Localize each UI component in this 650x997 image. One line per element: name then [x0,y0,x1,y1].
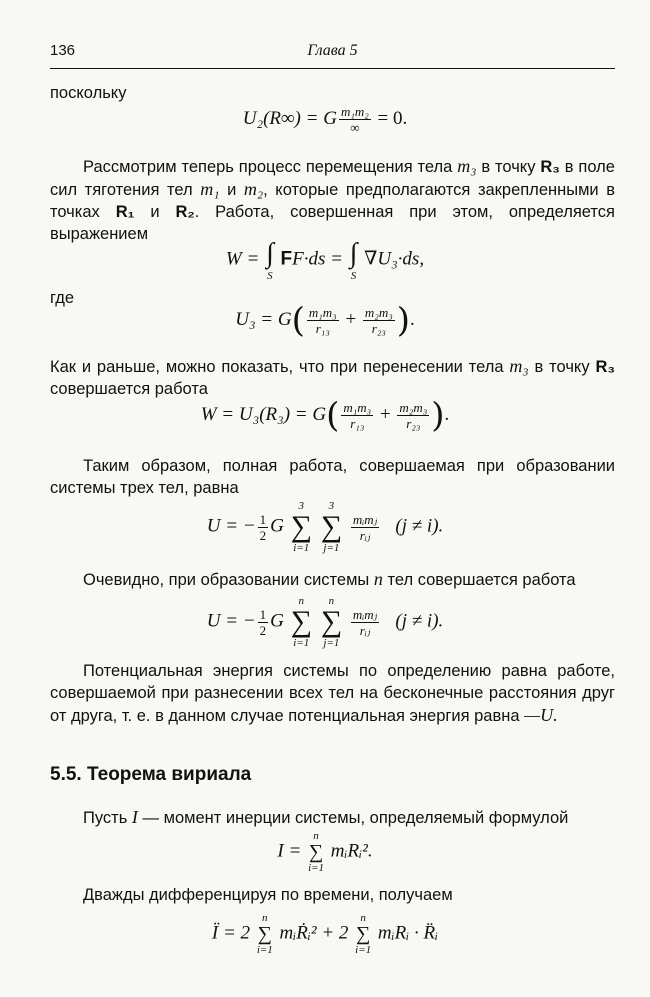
equation-second-derivative: Ï = 2 n ∑ i=1 mᵢṘᵢ² + 2 n ∑ i=1 mᵢRᵢ · R̈ᵢ [211,912,439,956]
equation-u3: U₃ = G( $\frac{\text{m₁m₃}}{\text{r₁₃}}$ + $\frac{\text{m₂m₃}}{\text{r₂₃}}$ ). [235,300,415,341]
paragraph: Рассмотрим теперь процесс перемещения тела m₃ в точку R₃ в поле сил тяготения тел m₁ и m₂, которые предполагаются закрепленными в точках R₁ и R₂. Работа, совершенная при этом, определяется выражением [50,156,615,243]
section-title: 5.5. Теорема вириала [50,764,252,785]
paragraph: Как и раньше, можно показать, что при перенесении тела m₃ в точку R₃ совершается работа [50,356,615,398]
equation-work-integral: W = ∫ S FF·ds = ∫ S ∇U₃·ds, [225,238,425,282]
paragraph: Пусть I — момент инерции системы, определяемый формулой [83,807,569,827]
page-number: 136 [50,42,76,59]
running-head: Глава 5 [307,42,358,59]
paragraph: где [50,289,75,307]
equation-n-bodies: U = − $\frac{1}{2}$ G n ∑ i=1 n ∑ j=1 $\frac{\text{mᵢmⱼ}}{\text{rᵢⱼ}}$ (j ≠ i). [206,595,444,649]
equation-work-r3: W = U₃(R₃) = G( $\frac{\text{m₁m₃}}{\text{r₁₃}}$ + $\frac{\text{m₂m₃}}{\text{r₂₃}}$ ). [200,395,450,436]
equation-u2-infinity: U₂(R∞) = G $\frac{\text{m₁m₂}}{\infty}$ = 0. [242,104,408,135]
paragraph: Очевидно, при образовании системы n тел совершается работа [83,569,576,589]
paragraph: Потенциальная энергия системы по определению равна работе, совершаемой при разнесении всех тел на бесконечные расстояния друг от друга, т. е. в данном случае потенциальная энергия равна —U. [50,662,615,725]
paragraph: поскольку [50,84,127,102]
page-header [50,42,615,66]
paragraph: Дважды дифференцируя по времени, получаем [83,886,453,904]
equation-moment-of-inertia: I = n ∑ i=1 mᵢRᵢ². [277,830,373,874]
equation-three-bodies: U = − $\frac{1}{2}$ G 3 ∑ i=1 3 ∑ j=1 $\frac{\text{mᵢmⱼ}}{\text{rᵢⱼ}}$ (j ≠ i). [206,500,444,554]
header-rule [50,68,615,69]
paragraph: Таким образом, полная работа, совершаемая при образовании системы трех тел, равна [50,457,615,497]
